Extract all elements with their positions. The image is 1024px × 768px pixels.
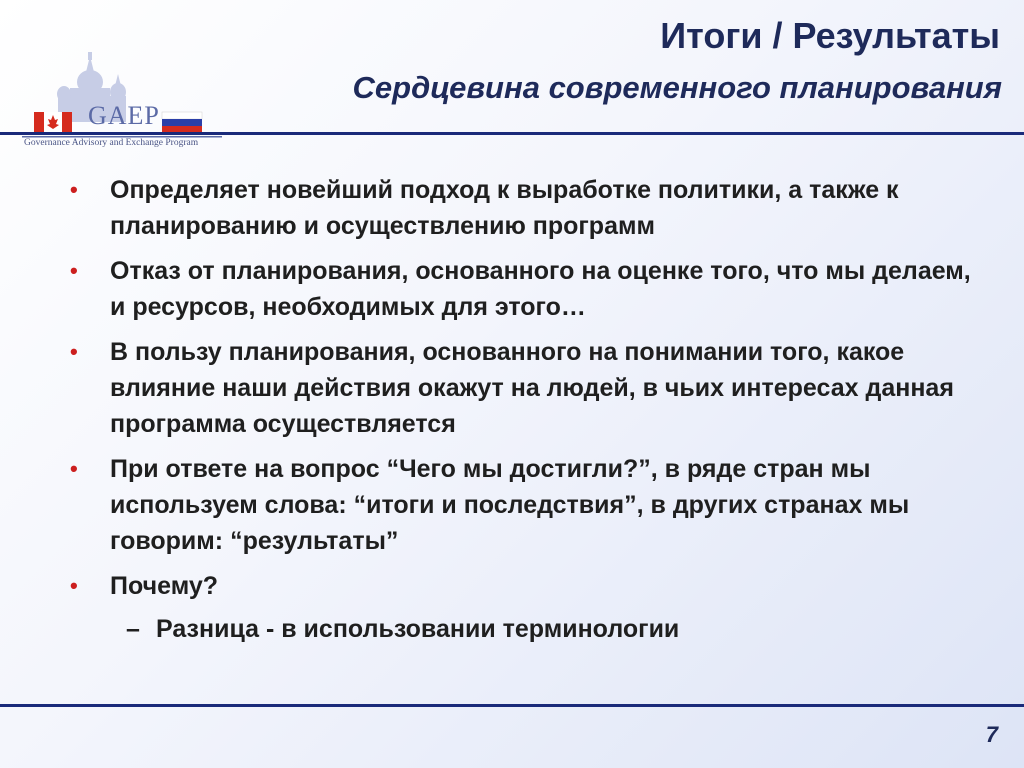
bullet-list: [70, 172, 990, 647]
bullet-item: [70, 253, 990, 325]
slide-subtitle: Сердцевина современного планирования: [352, 70, 1002, 105]
sub-bullet-item: [70, 611, 990, 647]
bullet-marker: •: [70, 339, 78, 364]
dash-marker: –: [126, 615, 140, 643]
russia-flag-icon: [162, 112, 202, 133]
bullet-text: Отказ от планирования, основанного на оценке того, что мы делаем, и ресурсов, необходимых для этого…: [110, 257, 971, 321]
bullet-text: При ответе на вопрос “Чего мы достигли?”, в ряде стран мы используем слова: “итоги и последствия”, в других странах мы говорим: “результаты”: [110, 455, 910, 555]
bullet-item: [70, 451, 990, 559]
bottom-divider: [0, 704, 1024, 707]
page-number: 7: [985, 722, 998, 747]
bullet-marker: •: [70, 573, 78, 598]
canada-flag-icon: [34, 112, 72, 132]
bullet-marker: •: [70, 258, 78, 283]
bullet-item: [70, 568, 990, 604]
logo-name: GAEP: [88, 101, 160, 130]
bullet-item: [70, 172, 990, 244]
logo-program: Governance Advisory and Exchange Program: [24, 138, 199, 148]
bullet-marker: •: [70, 177, 78, 202]
sub-bullet-text: Разница - в использовании терминологии: [156, 615, 680, 643]
bullet-text: Определяет новейший подход к выработке политики, а также к планированию и осуществлению программ: [110, 176, 899, 240]
bullet-item: [70, 334, 990, 442]
bullet-marker: •: [70, 456, 78, 481]
top-divider: [0, 132, 1024, 135]
slide-title: Итоги / Результаты: [660, 15, 1000, 56]
bullet-text: Почему?: [110, 572, 219, 600]
gaep-logo: [22, 52, 222, 150]
bullet-text: В пользу планирования, основанного на понимании того, какое влияние наши действия окажут на людей, в чьих интересах данная программа осуществляется: [110, 338, 954, 438]
